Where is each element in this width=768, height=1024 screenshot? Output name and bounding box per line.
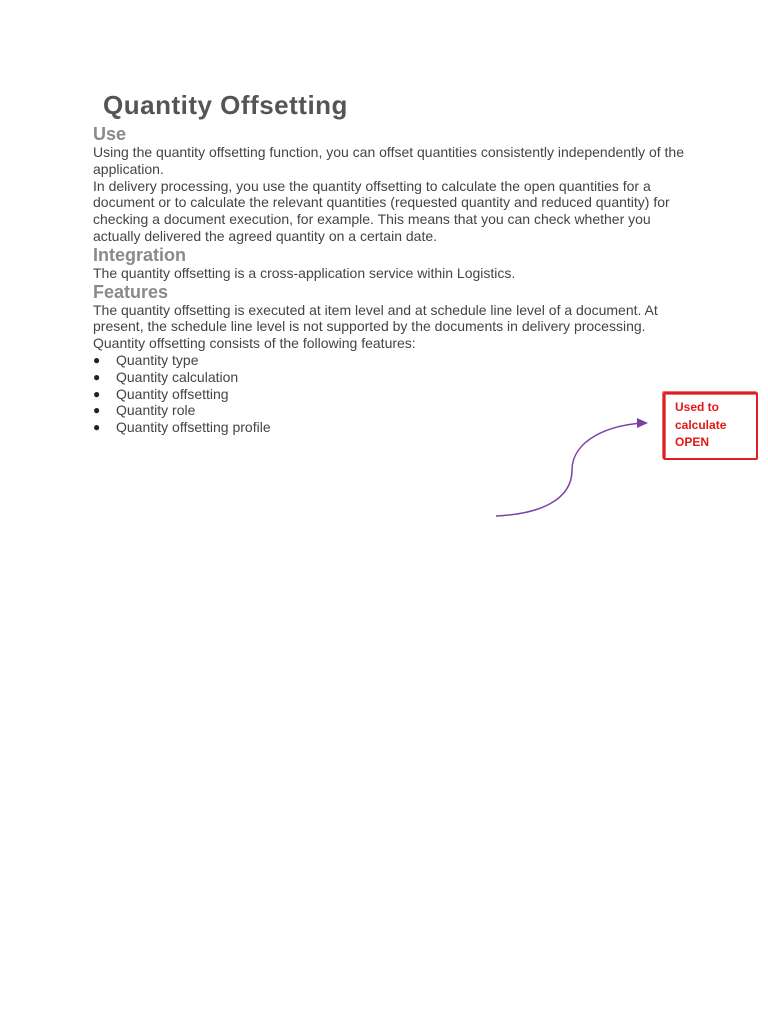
page-title: Quantity Offsetting — [103, 90, 348, 120]
section-heading-integration: Integration — [93, 244, 186, 265]
bullet-icon: ● — [93, 386, 101, 401]
features-paragraph-1: The quantity offsetting is executed at item level and at schedule line level of a document. At present, the schedule line level is not supported by the documents in delivery processing. — [93, 301, 658, 335]
integration-paragraph: The quantity offsetting is a cross-application service within Logistics. — [93, 264, 516, 281]
list-item-label: Quantity offsetting profile — [116, 419, 271, 436]
annotation-line-2: calculate — [675, 417, 727, 432]
list-item-label: Quantity calculation — [116, 368, 239, 385]
list-item — [93, 369, 693, 386]
section-heading-features: Features — [93, 281, 169, 302]
use-paragraph-1: Using the quantity offsetting function, you can offset quantities consistently independently of the application. — [93, 144, 684, 177]
annotation-note — [663, 392, 758, 460]
list-item — [93, 352, 693, 369]
bullet-icon: ● — [93, 369, 101, 384]
section-integration — [93, 245, 693, 282]
arrow-head — [637, 418, 648, 428]
list-item — [93, 386, 693, 403]
bullet-icon: ● — [93, 420, 101, 435]
list-item-label: Quantity offsetting — [116, 385, 229, 402]
section-heading-use: Use — [93, 124, 127, 144]
annotation-arrow-icon — [490, 410, 660, 525]
list-item-label: Quantity type — [116, 351, 199, 368]
use-paragraph-2: In delivery processing, you use the quantity offsetting to calculate the open quantities for a document or to calculate the relevant quantities (requested quantity and reduced quantity) for checking a document execution, for example. This means that you can check whether you actually delivered the agreed quantity on a certain date. — [93, 177, 670, 244]
section-use — [93, 124, 693, 245]
document-body — [93, 124, 693, 436]
bullet-icon: ● — [93, 352, 101, 367]
list-item-label: Quantity role — [116, 402, 196, 419]
annotation-line-3: OPEN — [675, 435, 710, 449]
annotation-line-1: Used to — [675, 400, 720, 414]
features-paragraph-2: Quantity offsetting consists of the following features: — [93, 335, 416, 352]
bullet-icon: ● — [93, 403, 101, 418]
arrow-curve — [496, 423, 645, 516]
